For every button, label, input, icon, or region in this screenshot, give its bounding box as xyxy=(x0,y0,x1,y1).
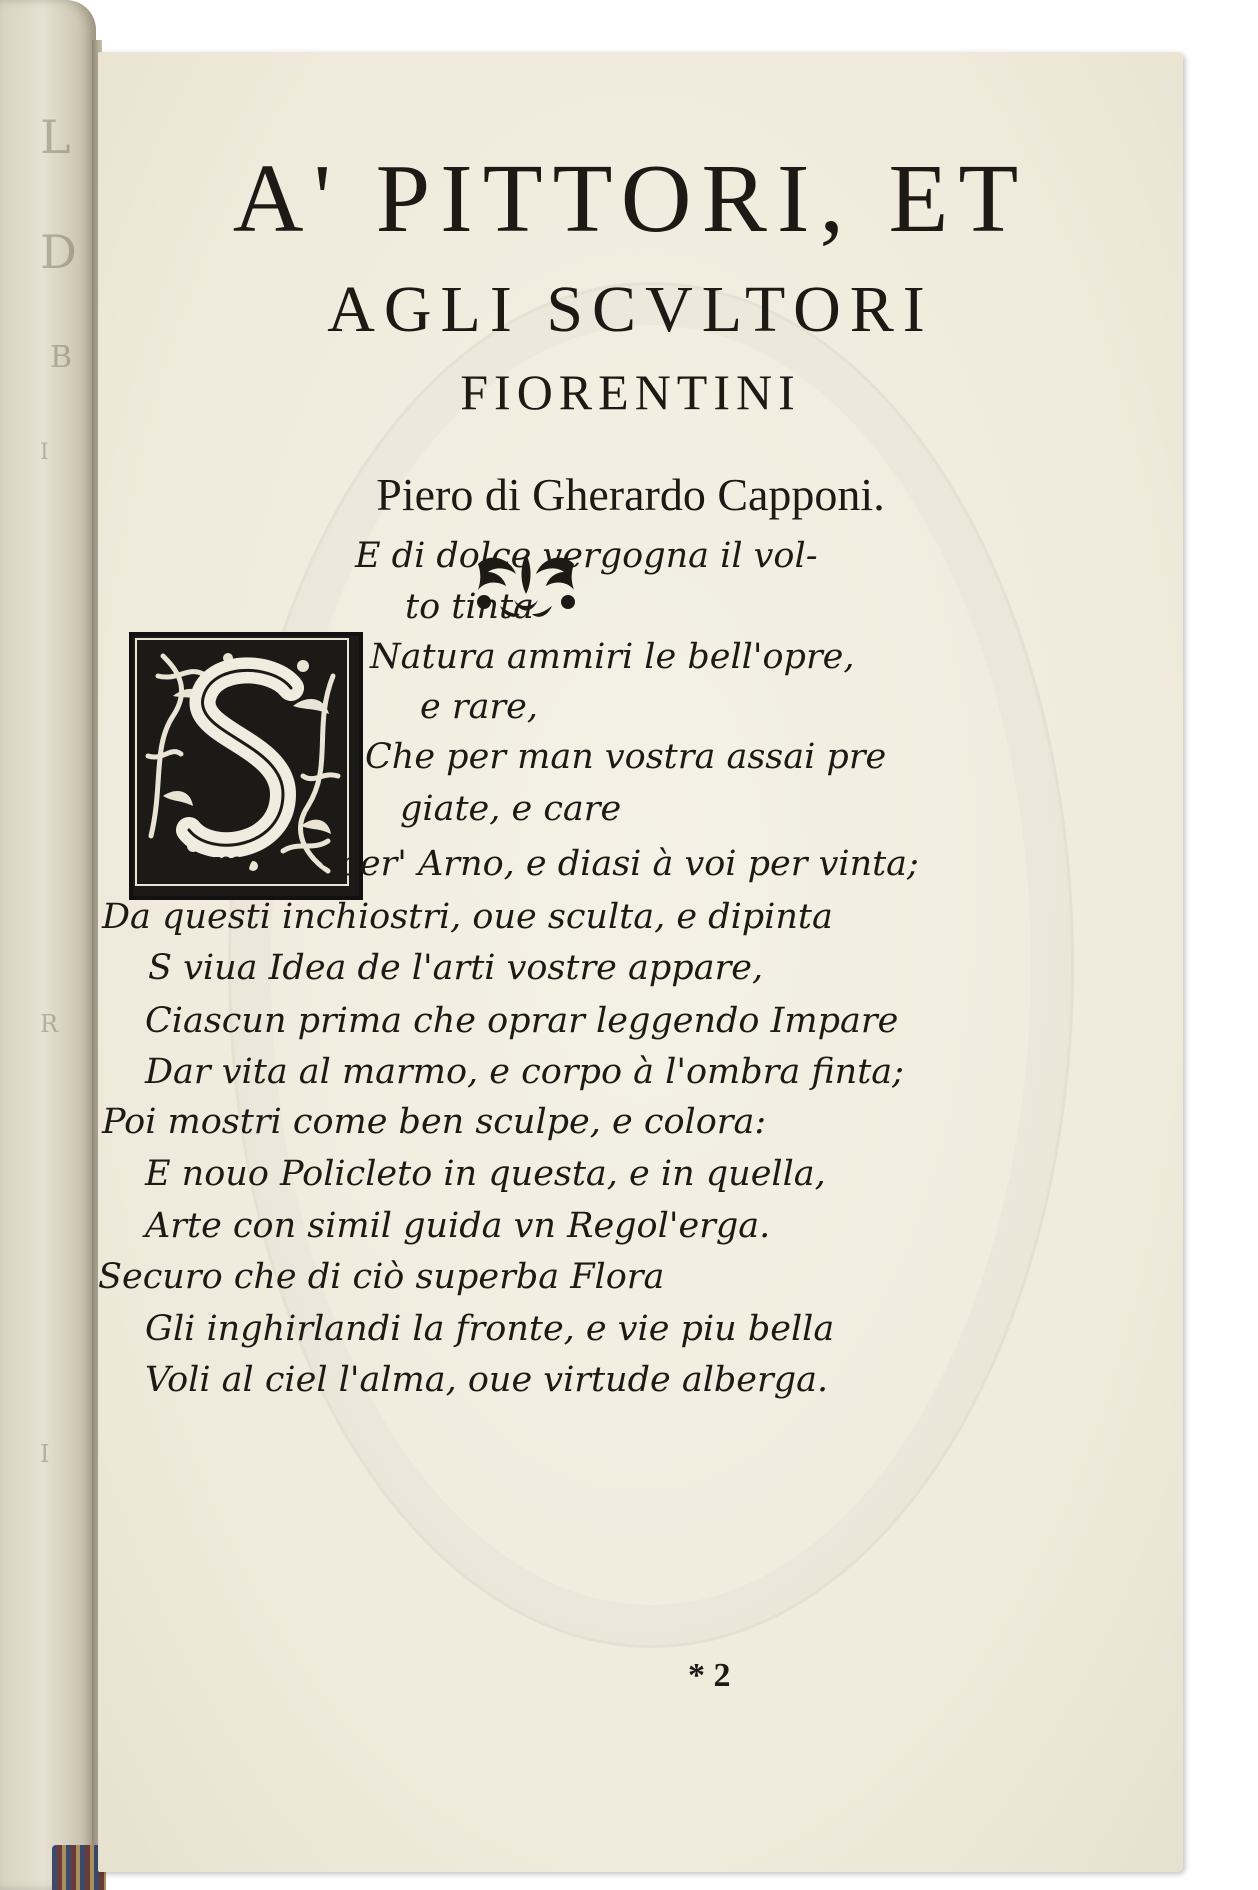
title-line-3: FIORENTINI xyxy=(460,364,801,420)
printed-page xyxy=(98,52,1183,1872)
poem-line: Che per man vostra assai pre xyxy=(365,737,887,777)
sonnet xyxy=(98,52,1183,1872)
poem-line: E nouo Policleto in questa, e in quella, xyxy=(145,1154,826,1194)
poem-line: Ciascun prima che oprar leggendo Impare xyxy=(145,1001,899,1041)
poem-line: Arte con simil guida vn Regol'erga. xyxy=(145,1206,771,1246)
poem-line: Brama, e sper' Arno, e diasi à voi per vinta; xyxy=(148,844,919,884)
poem-line: Poi mostri come ben sculpe, e colora: xyxy=(102,1102,767,1142)
signature-mark: * 2 xyxy=(688,1657,731,1694)
title-line-1: A' PITTORI, ET xyxy=(232,145,1029,253)
left-facing-page xyxy=(0,0,96,1890)
author-line: Piero di Gherardo Capponi. xyxy=(376,469,885,520)
poem-line: E di dolce vergogna il vol- xyxy=(355,536,818,576)
poem-line: Dar vita al marmo, e corpo à l'ombra finta; xyxy=(145,1052,904,1092)
title-line-2: AGLI SCVLTORI xyxy=(327,273,934,346)
poem-line: Securo che di ciò superba Flora xyxy=(98,1257,665,1297)
poem-line: Gli inghirlandi la fronte, e vie piu bella xyxy=(145,1309,835,1349)
poem-line: e rare, xyxy=(420,687,539,727)
poem-line: Natura ammiri le bell'opre, xyxy=(370,637,855,677)
poem-line: giate, e care xyxy=(400,789,622,829)
poem-line: to tinta xyxy=(405,587,534,627)
poem-line: Voli al ciel l'alma, oue virtude alberga. xyxy=(145,1360,829,1400)
left-page-show-through: L D B I R I xyxy=(40,110,77,1468)
poem-line: Da questi inchiostri, oue sculta, e dipinta xyxy=(102,897,833,937)
poem-line: S viua Idea de l'arti vostre appare, xyxy=(148,948,764,988)
